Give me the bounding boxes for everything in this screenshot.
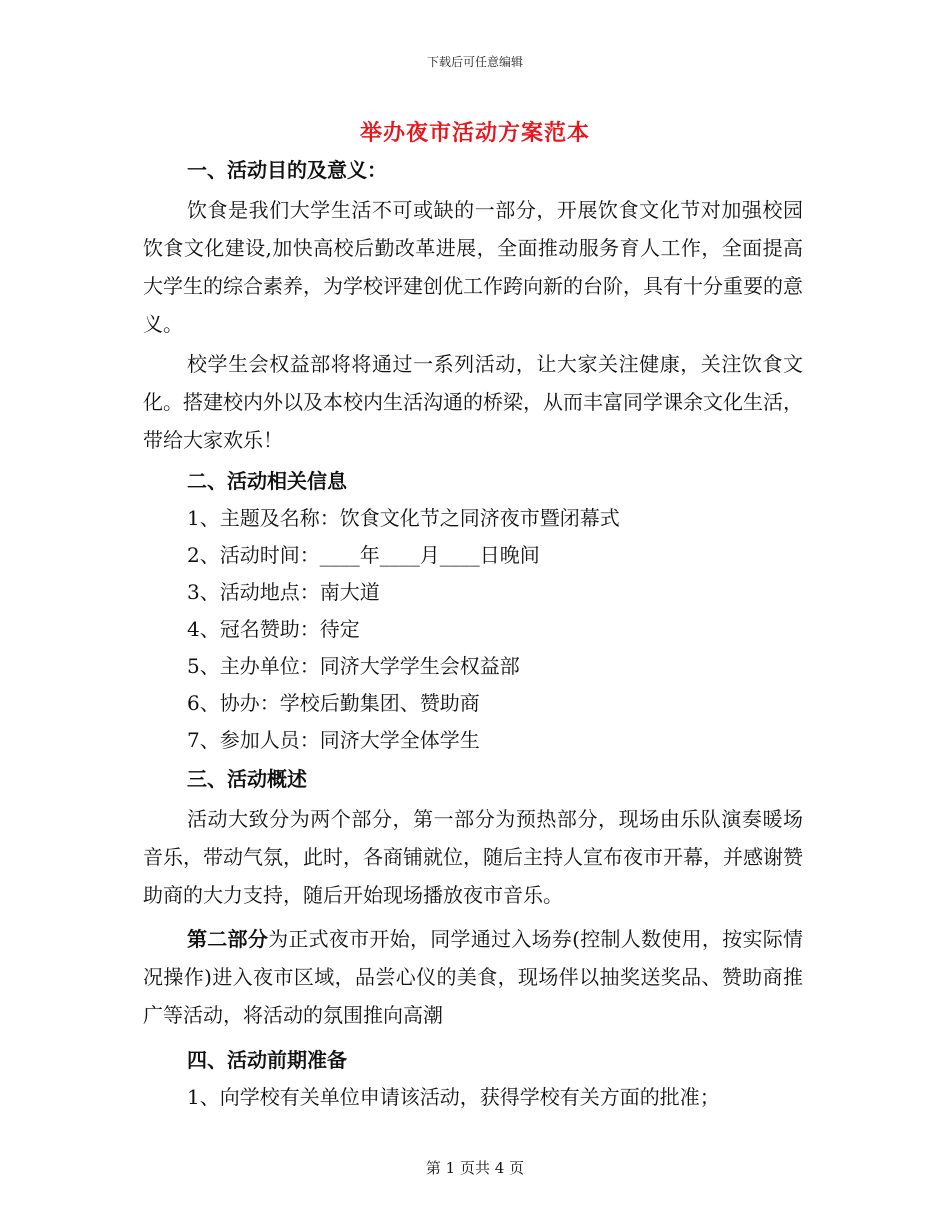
list-item: 5、主办单位：同济大学学生会权益部 — [187, 654, 520, 678]
list-item: 1、向学校有关单位申请该活动，获得学校有关方面的批准； — [187, 1085, 720, 1109]
page-footer: 第 1 页共 4 页 — [425, 1159, 525, 1177]
section-heading-purpose: 一、活动目的及意义： — [187, 158, 387, 182]
list-item: 6、协办：学校后勤集团、赞助商 — [187, 691, 480, 715]
section-heading-preparation: 四、活动前期准备 — [187, 1048, 347, 1072]
section-heading-overview: 三、活动概述 — [187, 767, 307, 791]
header-note: 下载后可任意编辑 — [426, 55, 523, 69]
list-item: 3、活动地点：南大道 — [187, 580, 380, 604]
list-item: 2、活动时间：____年____月____日晚间 — [187, 543, 540, 567]
list-item: 7、参加人员：同济大学全体学生 — [187, 728, 480, 752]
paragraph: 校学生会权益部将将通过一系列活动，让大家关注健康，关注饮食文化。搭建校内外以及本校内生活沟通的桥梁，从而丰富同学课余文化生活，带给大家欢乐！ — [143, 352, 803, 452]
document-title: 举办夜市活动方案范本 — [359, 120, 590, 146]
list-item: 4、冠名赞助：待定 — [187, 617, 360, 641]
list-item: 1、主题及名称：饮食文化节之同济夜市暨闭幕式 — [187, 506, 620, 530]
paragraph: 饮食是我们大学生活不可或缺的一部分，开展饮食文化节对加强校园饮食文化建设,加快高校后勤改革进展，全面推动服务育人工作，全面提高大学生的综合素养，为学校评建创优工作跨向新的台阶，具有十分重要的意义。 — [143, 198, 803, 336]
section-heading-info: 二、活动相关信息 — [187, 469, 347, 493]
paragraph-text: 为正式夜市开始，同学通过入场券(控制人数使用，按实际情况操作)进入夜市区域，品尝心仪的美食，现场伴以抽奖送奖品、赞助商推广等活动，将活动的氛围推向高潮 — [143, 927, 803, 1027]
paragraph — [143, 920, 803, 1034]
paragraph: 活动大致分为两个部分，第一部分为预热部分，现场由乐队演奏暖场音乐，带动气氛，此时，各商铺就位，随后主持人宣布夜市开幕，并感谢赞助商的大力支持，随后开始现场播放夜市音乐。 — [143, 807, 803, 907]
document-body — [143, 150, 803, 1116]
bold-lead: 第二部分 — [187, 927, 269, 951]
